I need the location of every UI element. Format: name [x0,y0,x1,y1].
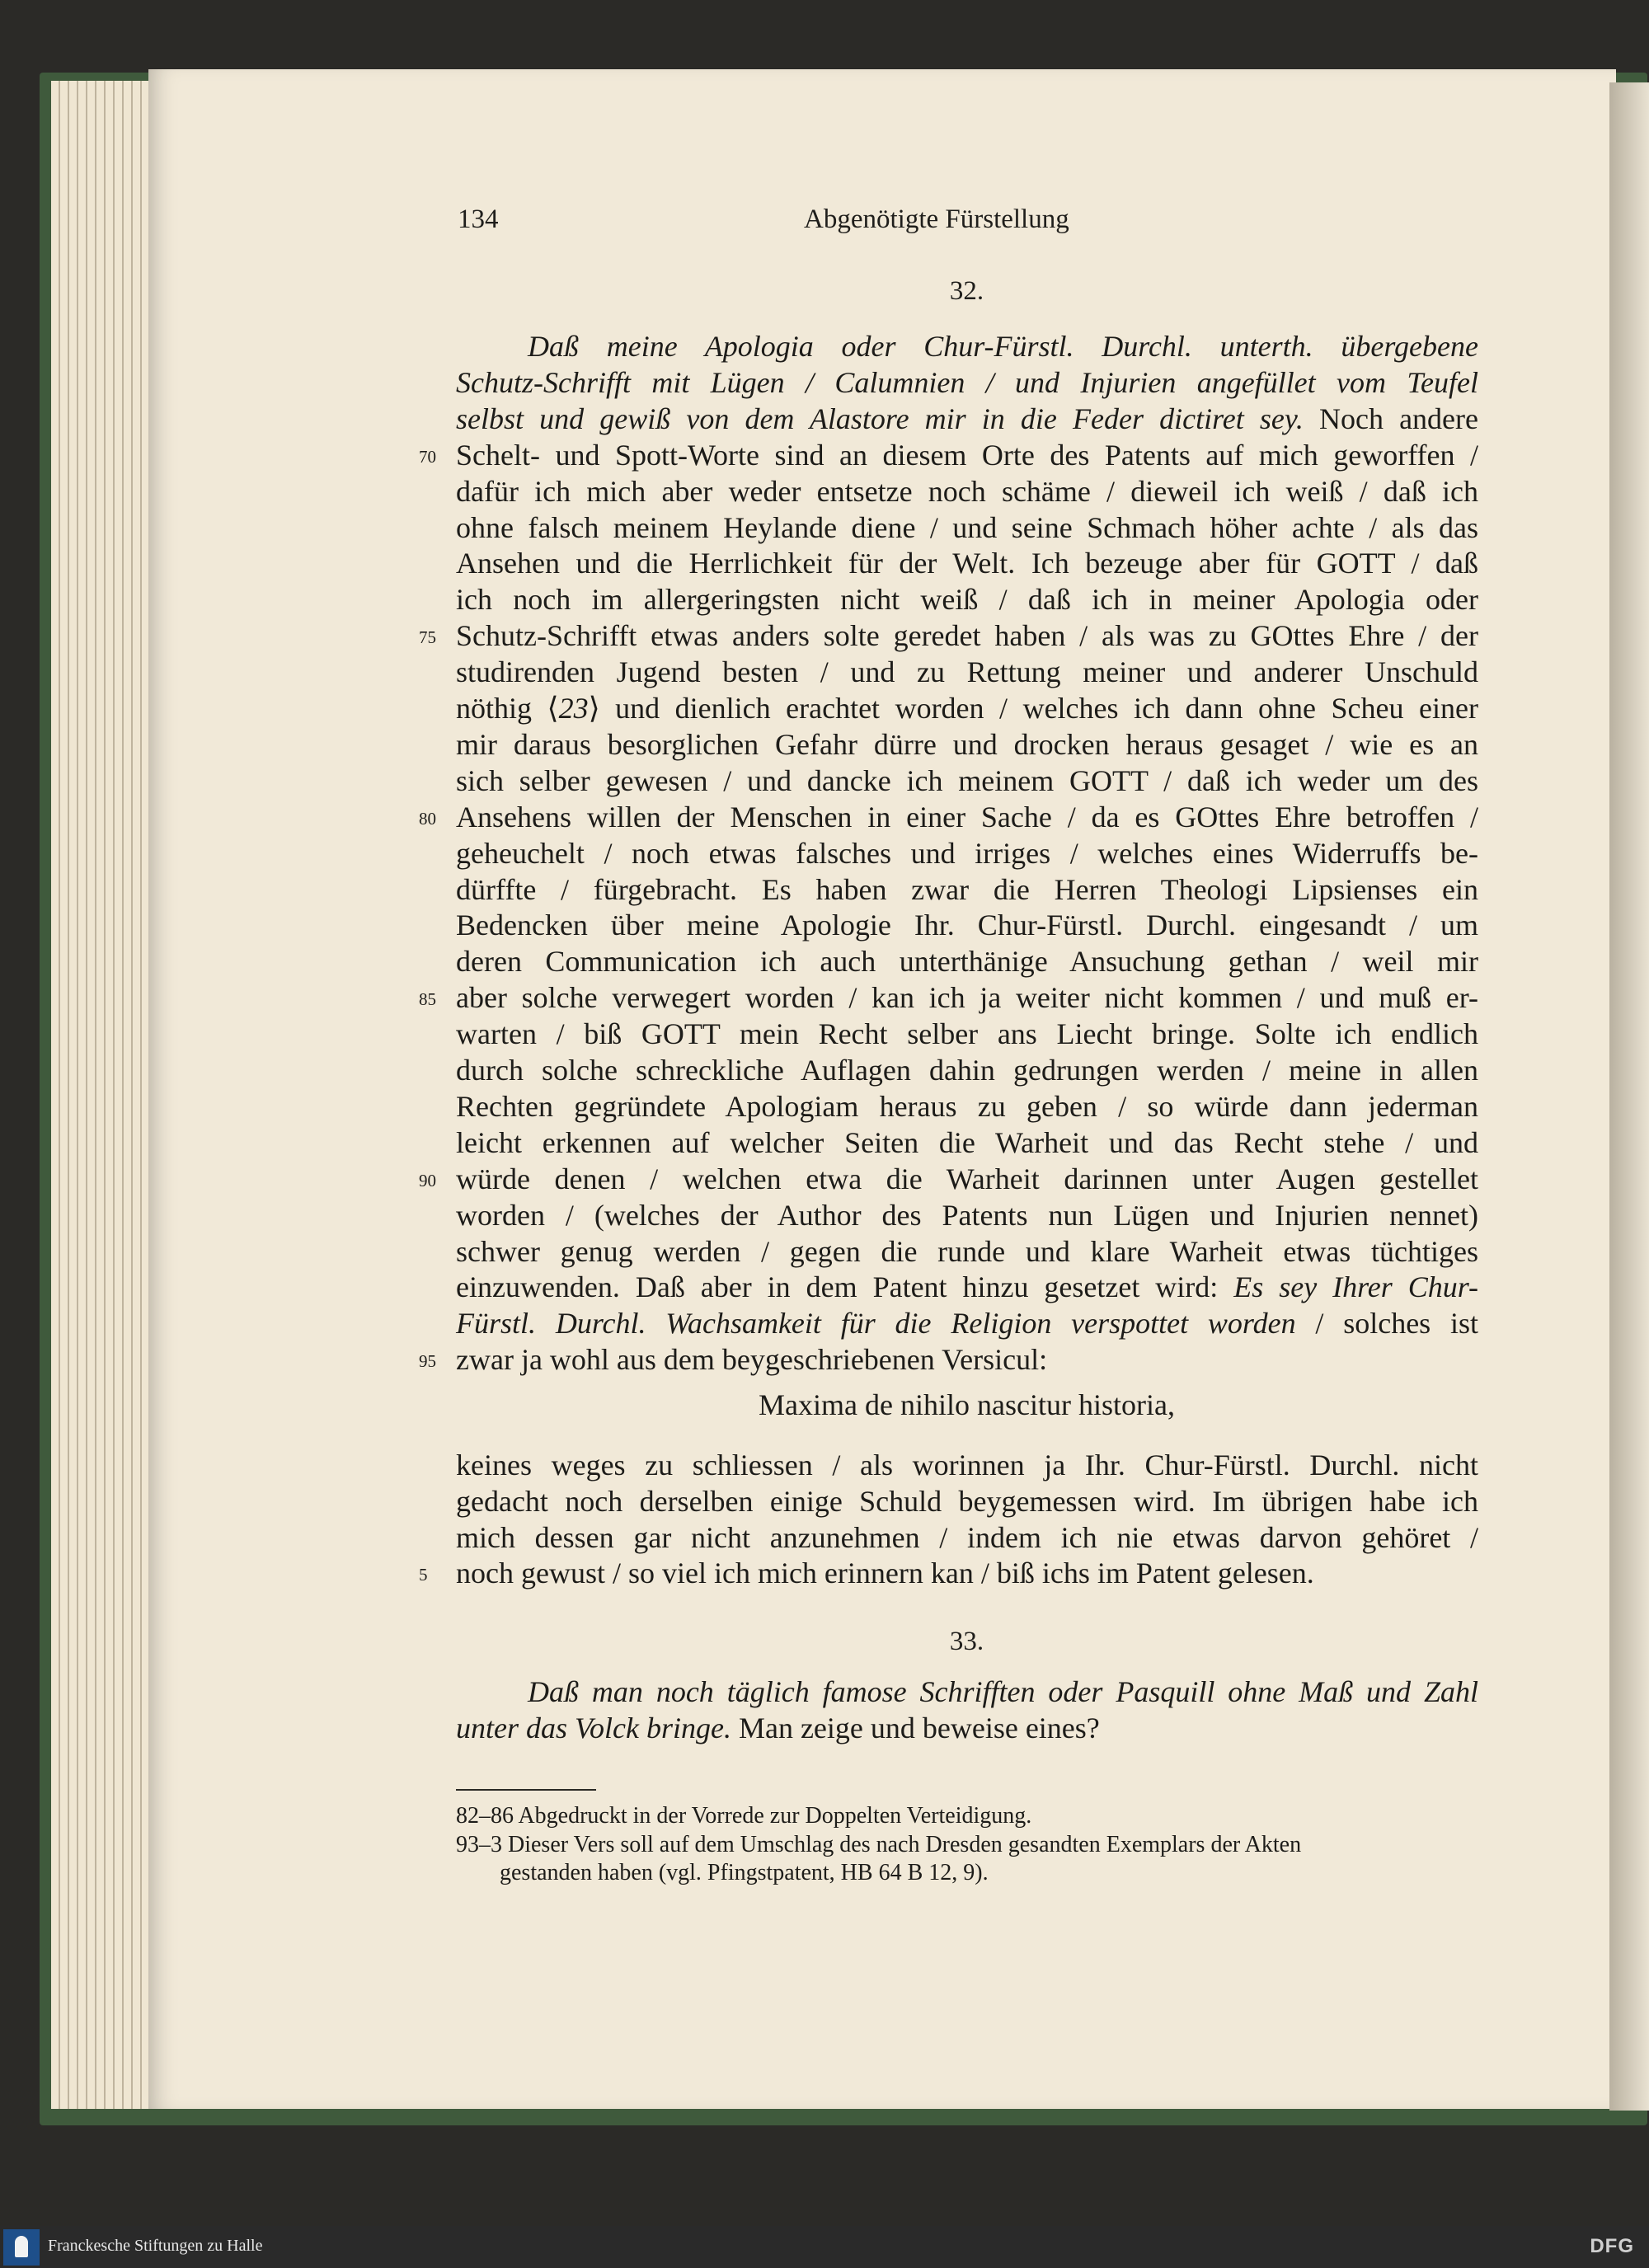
text-run: ⟩ und dienlich erachtet worden / welches ich dann ohne Scheu einer [588,692,1478,725]
text-line [456,943,1478,979]
text-line [456,1088,1478,1125]
running-head: Abgenötigte Fürstellung [804,204,1069,234]
text-run: Schelt- und Spott-Worte sind an diesem Orte des Patents auf mich geworffen / [456,438,1478,472]
text-line [456,726,1478,763]
text-line [456,509,1478,546]
text-line [456,763,1478,799]
italic-run: selbst und gewiß von dem Alastore mir in die Feder dictiret sey. [456,401,1304,435]
line-number: 95 [419,1351,436,1372]
institution-credit[interactable]: Franckesche Stiftungen zu Halle [48,2237,263,2255]
text-run: ohne falsch meinem Heylande diene / und seine Schmach höher achte / als das [456,510,1478,544]
text-run: keines weges zu schliessen / als worinnen ja Ihr. Chur-Fürstl. Durchl. nicht [456,1449,1478,1481]
text-run: einzuwenden. Daß aber in dem Patent hinzu gesetzet wird: [456,1270,1234,1304]
text-line [456,690,1478,726]
text-run: durch solche schreckliche Auflagen dahin gedrungen werden / meine in allen [456,1054,1478,1087]
page-number: 134 [458,204,499,234]
text-run: / solches ist [1295,1307,1479,1341]
text-line [456,1555,1478,1591]
logo-emblem-icon [15,2236,28,2257]
line-number: 75 [419,627,436,648]
footnote-1: 82–86 Abgedruckt in der Vorrede zur Doppelten Verteidigung. [456,1803,1032,1829]
text-line [456,1269,1478,1305]
italic-run: Es sey Ihrer Chur- [1233,1270,1479,1304]
text-run: Man zeige und beweise eines? [731,1711,1100,1744]
text-run: dürffte / fürgebracht. Es haben zwar die Herren Theologi Lipsienses ein [456,872,1478,906]
text-run: deren Communication ich auch unterthänige Ansuchung gethan / weil mir [456,945,1478,979]
text-run: leicht erkennen auf welcher Seiten die Warheit und das Recht stehe / und [456,1125,1478,1159]
footnote-2-continued: gestanden haben (vgl. Pfingstpatent, HB 64 B 12, 9). [500,1860,989,1885]
text-line [456,364,1478,401]
italic-run: Daß meine Apologia oder Chur-Fürstl. Durchl. unterth. übergebene [528,330,1478,363]
line-number: 80 [419,808,436,829]
text-run: Bedencken über meine Apologie Ihr. Chur-Fürstl. Durchl. eingesandt / um [456,909,1478,942]
text-line [456,545,1478,581]
text-line [456,1125,1478,1161]
italic-run: Fürstl. Durchl. Wachsamkeit für die Religion verspottet worden [456,1307,1296,1341]
text-line [456,871,1478,908]
text-line [456,979,1478,1016]
text-run: zwar ja wohl aus dem beygeschriebenen Versicul: [456,1343,1048,1377]
line-number: 90 [419,1170,436,1190]
dfg-logo[interactable]: DFG [1590,2235,1634,2257]
text-run: Ansehens willen der Menschen in einer Sache / da es GOttes Ehre betroffen / [456,800,1478,833]
text-line [456,1483,1478,1519]
text-line [456,1710,1478,1746]
section-number-33: 33. [949,1627,984,1656]
verse-line: Maxima de nihilo nascitur historia, [759,1388,1175,1421]
page-edges [51,81,158,2109]
text-line [456,473,1478,509]
text-run: mir daraus besorglichen Gefahr dürre und drocken heraus gesaget / wie es an [456,727,1478,761]
text-run: nöthig ⟨ [456,692,559,725]
text-run: noch gewust / so viel ich mich erinnern kan / biß ichs im Patent gelesen. [456,1557,1314,1590]
text-run: geheuchelt / noch etwas falsches und irriges / welches eines Widerruffs be- [456,836,1478,870]
italic-run: unter das Volck bringe. [456,1711,731,1744]
text-run: Noch andere [1303,401,1479,435]
text-line [456,617,1478,654]
footnote-rule [456,1789,596,1791]
line-number: 70 [419,446,436,467]
text-run: studirenden Jugend besten / und zu Rettung meiner und anderer Unschuld [456,655,1478,689]
text-line [456,1233,1478,1270]
text-line [528,328,1478,364]
line-number: 5 [419,1565,428,1585]
text-line [456,1161,1478,1197]
text-line [456,401,1478,437]
italic-run: Daß man noch täglich famose Schrifften oder Pasquill ohne Maß und Zahl [528,1675,1478,1708]
text-line [456,799,1478,835]
text-run: warten / biß GOTT mein Recht selber ans Liecht bringe. Solte ich endlich [456,1017,1478,1051]
text-run: Ansehen und die Herrlichkeit für der Welt. Ich bezeuge aber für GOTT / daß [456,547,1478,580]
text-line [456,654,1478,690]
text-line [456,1197,1478,1233]
italic-run: Schutz-Schrifft mit Lügen / Calumnien / und Injurien angefüllet vom Teufel [456,365,1478,399]
text-line [456,835,1478,871]
text-run: dafür ich mich aber weder entsetze noch schäme / dieweil ich weiß / daß ich [456,474,1478,508]
text-line [456,1016,1478,1052]
text-line [456,907,1478,943]
text-run: worden / (welches der Author des Patents nun Lügen und Injurien nennet) [456,1198,1478,1232]
text-line [456,437,1478,473]
text-run: Schutz-Schrifft etwas anders solte geredet haben / als was zu GOttes Ehre / der [456,619,1478,653]
text-run: Rechten gegründete Apologiam heraus zu geben / so würde dann jederman [456,1089,1478,1123]
text-run: sich selber gewesen / und dancke ich meinem GOTT / daß ich weder um des [456,763,1478,797]
text-run: ich noch im allergeringsten nicht weiß / daß ich in meiner Apologia oder [456,583,1478,617]
facing-page-edge [1609,82,1649,2111]
institution-logo[interactable] [3,2229,40,2266]
text-run: mich dessen gar nicht anzunehmen / indem ich nie etwas darvon gehöret / [456,1520,1478,1554]
text-run: schwer genug werden / gegen die runde und klare Warheit etwas tüchtiges [456,1234,1478,1268]
text-line [456,581,1478,617]
text-line [528,1674,1478,1710]
italic-run: 23 [558,692,589,725]
section-number-32: 32. [949,276,984,306]
footnote-2: 93–3 Dieser Vers soll auf dem Umschlag des nach Dresden gesandten Exemplars der Akten [456,1832,1302,1857]
text-line [456,1519,1478,1556]
text-run: gedacht noch derselben einige Schuld beygemessen wird. Im übrigen habe ich [456,1484,1478,1518]
text-line [456,1305,1478,1341]
text-run: würde denen / welchen etwa die Warheit darinnen unter Augen gestellet [456,1162,1478,1195]
text-run: aber solche verwegert worden / kan ich ja weiter nicht kommen / und muß er- [456,981,1478,1015]
text-line [456,1447,1478,1483]
line-number: 85 [419,989,436,1010]
text-line [456,1341,1478,1378]
text-line [456,1052,1478,1088]
